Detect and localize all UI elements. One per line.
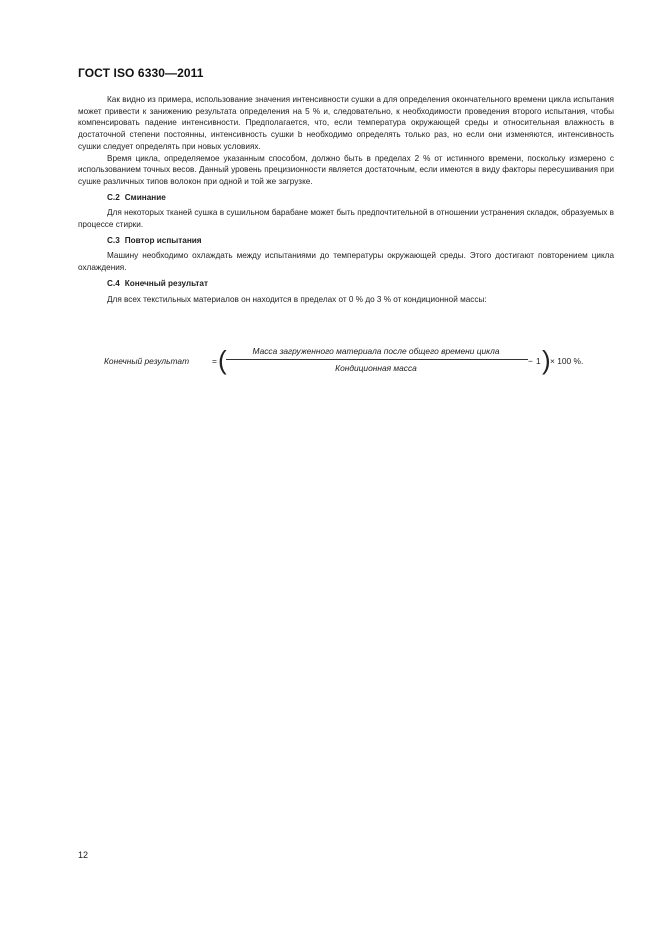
fraction-bar (226, 359, 528, 360)
formula-equals: = (212, 356, 217, 366)
formula-minus: − (528, 356, 533, 366)
formula-numerator: Масса загруженного материала после общего времени цикла (252, 346, 500, 356)
section-title: Сминание (124, 192, 166, 202)
formula-one: 1 (536, 356, 541, 366)
final-result-formula (104, 345, 624, 375)
paragraph-cycle-time: Время цикла, определяемое указанным способом, должно быть в пределах 2 % от истинного времени, поскольку измерено с использованием точных весов. Данный уровень прецизионности является достаточным, если имеются в виду факторы пересушивания при сушке различных типов волокон при одной и той же загрузке. (78, 153, 614, 186)
paragraph-final-result: Для всех текстильных материалов он находится в пределах от 0 % до 3 % от кондиционной массы: (107, 294, 487, 304)
paragraph-creasing: Для некоторых тканей сушка в сушильном барабане может быть предпочтительной в отношении устранения складок, образуемых в процессе стирки. (78, 208, 614, 230)
section-title: Повтор испытания (124, 235, 202, 245)
formula-lhs: Конечный результат (104, 356, 190, 366)
formula-times-100-percent: × 100 %. (550, 356, 584, 366)
document-header: ГОСТ ISO 6330—2011 (78, 66, 204, 80)
formula-open-paren: ( (218, 345, 227, 375)
formula-denominator: Кондиционная масса (335, 363, 417, 373)
section-title: Конечный результат (124, 278, 208, 288)
paragraph-repeat-test: Машину необходимо охлаждать между испытаниями до температуры окружающей среды. Этого достигают повторением цикла охлаждения. (78, 251, 614, 273)
page-number: 12 (78, 850, 89, 860)
formula-close-paren: ) (542, 345, 551, 375)
section-heading-c4 (78, 278, 614, 290)
section-heading-c3 (78, 235, 614, 247)
section-heading-c2 (78, 192, 614, 204)
section-number: С.4 (107, 278, 120, 288)
section-number: С.2 (107, 192, 120, 202)
document-body (78, 94, 614, 305)
section-number: С.3 (107, 235, 120, 245)
paragraph-drying-intensity: Как видно из примера, использование значения интенсивности сушки a для определения окончательного времени цикла испытания может привести к занижению результата определения на 5 % и, следовательно, к необходимости проведения второго испытания, чтобы компенсировать падение интенсивности. Предполагается, что, если температура окружающей среды и относительная влажность в достаточной степени постоянны, интенсивность сушки b необходимо определять только раз, но если они изменяются, интенсивность сушки следует определять при новых условиях. (78, 95, 614, 151)
